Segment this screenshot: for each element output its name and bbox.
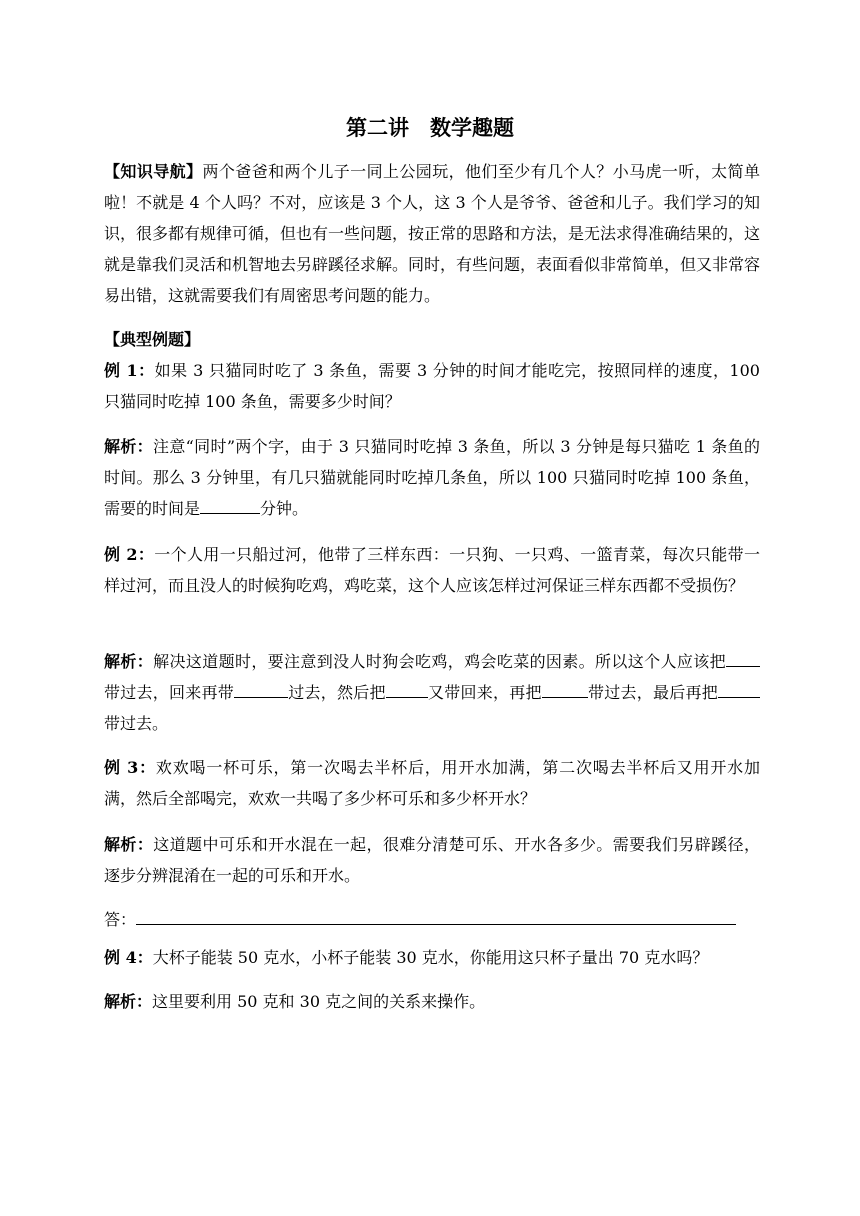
knowledge-intro-label: 【知识导航】 [104, 162, 203, 181]
example-1-text: 如果 3 只猫同时吃了 3 条鱼，需要 3 分钟的时间才能吃完，按照同样的速度，100 只猫同时吃掉 100 条鱼，需要多少时间？ [104, 361, 760, 411]
example-3-answer-label: 答： [104, 910, 137, 929]
example-1-label: 例 1： [104, 361, 155, 380]
example-3-analysis [104, 829, 760, 891]
example-2-analysis [104, 646, 760, 739]
example-3-analysis-label: 解析： [104, 835, 154, 854]
example-2-analysis-part: 又带回来，再把 [427, 683, 542, 702]
example-1-analysis-end: 分钟。 [260, 499, 309, 518]
example-1-question [104, 355, 760, 417]
example-4-question [104, 942, 760, 973]
example-3-analysis-text: 这道题中可乐和开水混在一起，很难分清楚可乐、开水各多少。需要我们另辟蹊径，逐步分辨混淆在一起的可乐和开水。 [104, 835, 760, 885]
example-1-answer-blank[interactable] [200, 495, 260, 514]
example-2-blank-5[interactable] [718, 679, 760, 698]
knowledge-intro-paragraph [104, 156, 760, 311]
example-4-text: 大杯子能装 50 克水，小杯子能装 30 克水，你能用这只杯子量出 70 克水吗？ [152, 948, 709, 967]
example-2-blank-4[interactable] [542, 679, 588, 698]
example-4-label: 例 4： [104, 948, 153, 967]
example-2-analysis-label: 解析： [104, 652, 154, 671]
lesson-title: 第二讲 数学趣题 [346, 115, 514, 140]
example-2-text: 一个人用一只船过河，他带了三样东西：一只狗、一只鸡、一篮青菜，每次只能带一样过河，而且没人的时候狗吃鸡，鸡吃菜，这个人应该怎样过河保证三样东西都不受损伤？ [104, 545, 760, 595]
knowledge-intro-text: 两个爸爸和两个儿子一同上公园玩，他们至少有几个人？小马虎一听，太简单啦！不就是 4 个人吗？不对，应该是 3 个人，这 3 个人是爷爷、爸爸和儿子。我们学习的知识，很多都有规律可循，但也有一些问题，按正常的思路和方法，是无法求得准确结果的，这就是靠我们灵活和机智地去另辟蹊径求解。同时，有些问题，表面看似非常简单，但又非常容易出错，这就需要我们有周密思考问题的能力。 [104, 162, 761, 305]
example-2-analysis-part: 过去，然后把 [288, 683, 386, 702]
example-2-analysis-part: 解决这道题时，要注意到没人时狗会吃鸡，鸡会吃菜的因素。所以这个人应该把 [153, 652, 726, 671]
example-1-analysis-text: 注意“同时”两个字，由于 3 只猫同时吃掉 3 条鱼，所以 3 分钟是每只猫吃 1 条鱼的时间。那么 3 分钟里，有几只猫就能同时吃掉几条鱼，所以 100 只猫同时吃掉 100 条鱼，需要的时间是 [104, 437, 760, 518]
example-4-analysis [104, 986, 760, 1017]
example-3-text: 欢欢喝一杯可乐，第一次喝去半杯后，用开水加满，第二次喝去半杯后又用开水加满，然后全部喝完，欢欢一共喝了多少杯可乐和多少杯开水？ [104, 758, 760, 808]
example-2-question [104, 539, 760, 601]
example-2-blank-1[interactable] [726, 648, 760, 667]
example-3-answer-row [104, 904, 760, 935]
example-4-analysis-text: 这里要利用 50 克和 30 克之间的关系来操作。 [152, 992, 486, 1011]
example-2-analysis-part: 带过去，回来再带 [104, 683, 234, 702]
example-2-analysis-part: 带过去，最后再把 [587, 683, 718, 702]
example-3-question [104, 752, 760, 814]
example-2-blank-3[interactable] [386, 679, 428, 698]
example-1-analysis [104, 431, 760, 524]
example-3-label: 例 3： [104, 758, 156, 777]
example-1-analysis-label: 解析： [104, 437, 153, 456]
example-2-analysis-part: 带过去。 [104, 714, 169, 733]
example-3-answer-line[interactable] [136, 906, 736, 925]
section-heading-examples: 【典型例题】 [104, 330, 201, 349]
example-2-label: 例 2： [104, 545, 155, 564]
example-4-analysis-label: 解析： [104, 992, 153, 1011]
example-2-blank-2[interactable] [234, 679, 288, 698]
